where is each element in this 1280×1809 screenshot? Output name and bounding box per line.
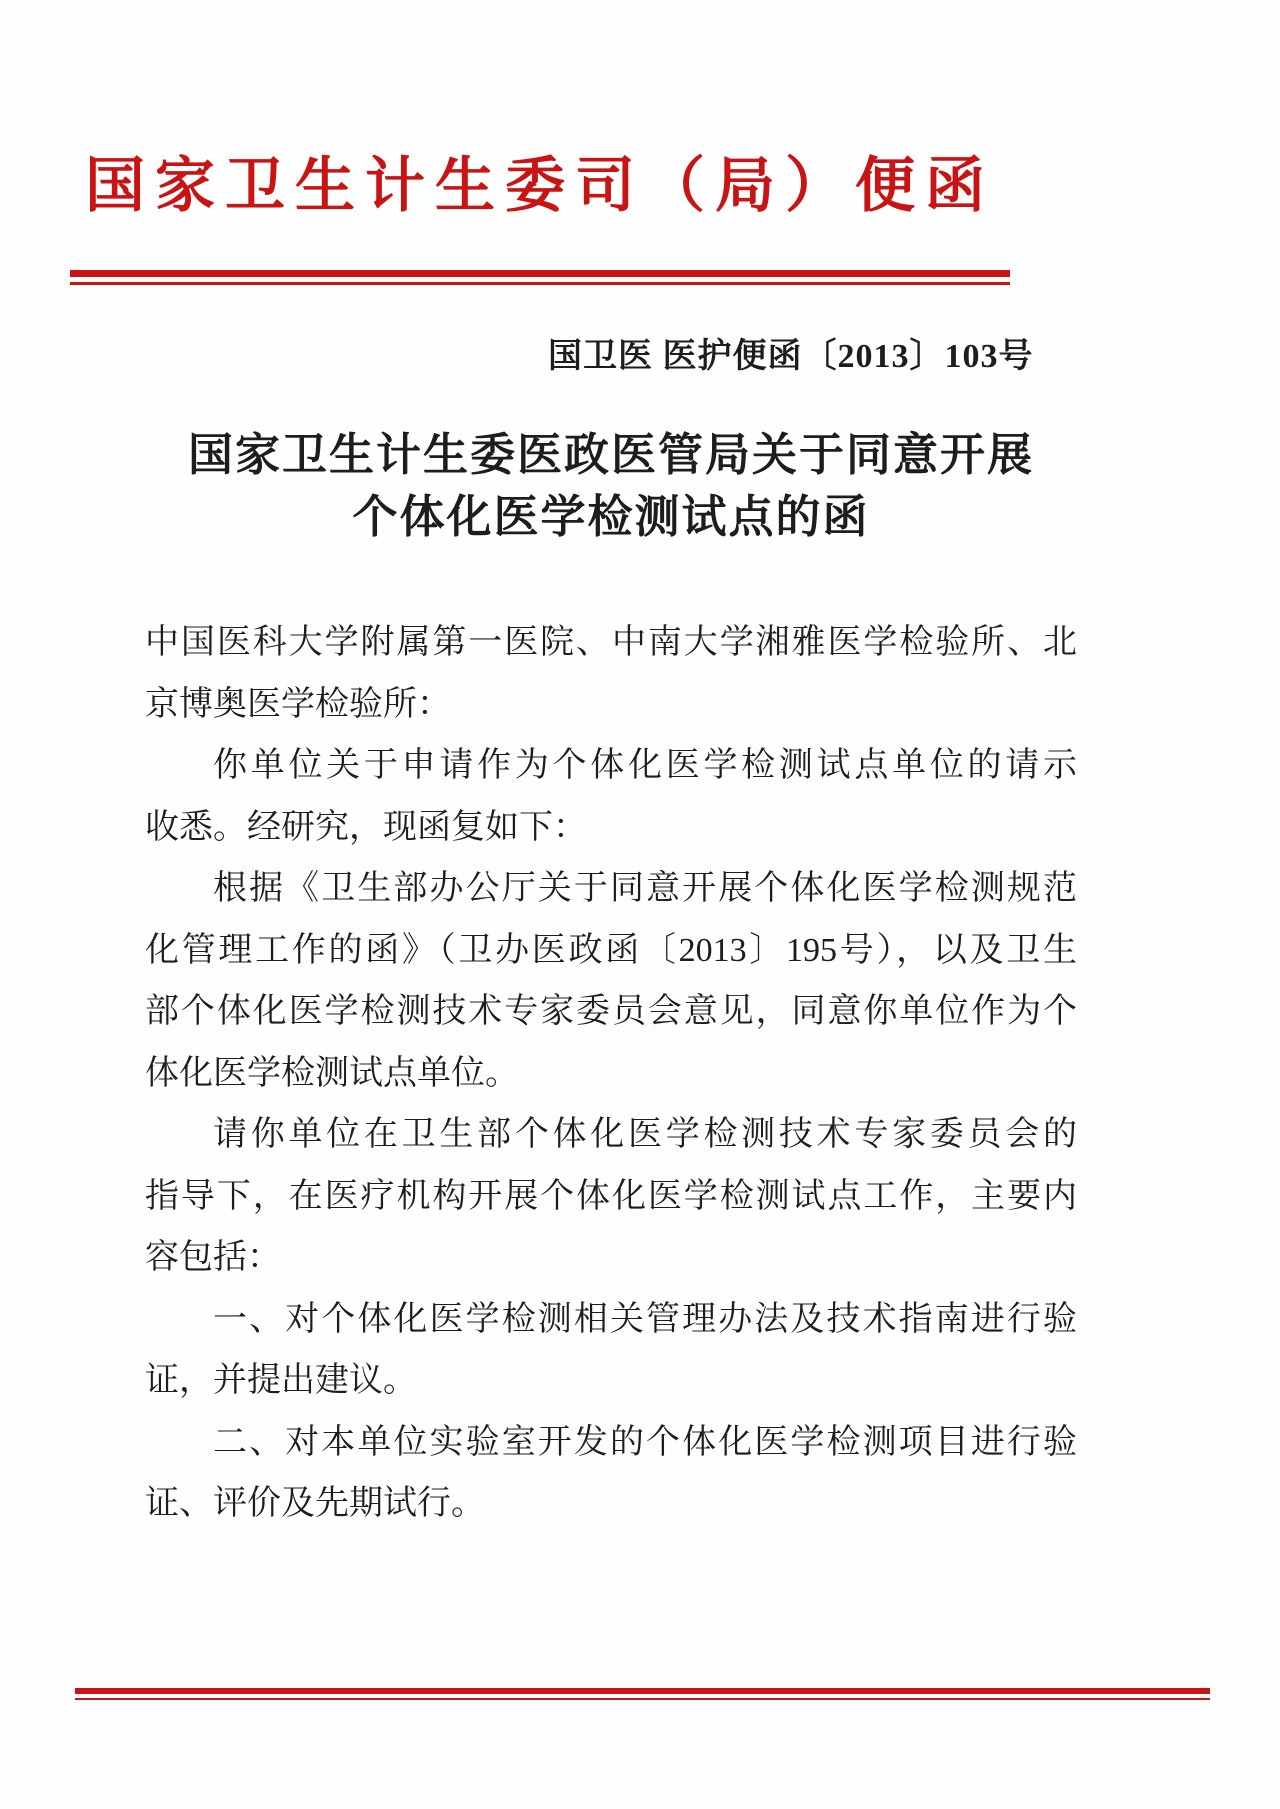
body-line: 证，并提出建议。 bbox=[145, 1362, 417, 1399]
divider-thick-line bbox=[70, 270, 1010, 277]
body-line: 京博奥医学检验所： bbox=[145, 685, 451, 723]
footer-divider-thick-line bbox=[75, 1688, 1210, 1694]
body-line: 部个体化医学检测技术专家委员会意见，同意你单位作为个 bbox=[145, 993, 1077, 1030]
body-line: 指导下，在医疗机构开展个体化医学检测试点工作，主要内 bbox=[145, 1177, 1077, 1215]
body-line: 请你单位在卫生部个体化医学检测技术专家委员会的 bbox=[213, 1116, 1077, 1153]
letterhead-divider bbox=[70, 270, 1010, 285]
body-line: 体化医学检测试点单位。 bbox=[145, 1054, 519, 1092]
footer-divider-thin-line bbox=[75, 1698, 1210, 1700]
footer-divider bbox=[75, 1688, 1210, 1700]
document-reference-number: 国卫医 医护便函〔2013〕103号 bbox=[548, 338, 1034, 375]
divider-thin-line bbox=[70, 282, 1010, 285]
body-line: 容包括： bbox=[145, 1239, 281, 1276]
letterhead-title: 国家卫生计生委司（局）便函 bbox=[85, 153, 995, 219]
body-line: 中国医科大学附属第一医院、中南大学湘雅医学检验所、北 bbox=[145, 624, 1077, 661]
body-line: 你单位关于申请作为个体化医学检测试点单位的请示 bbox=[213, 747, 1077, 784]
document-title-line1: 国家卫生计生委医政医管局关于同意开展 bbox=[187, 430, 1034, 480]
document-body bbox=[145, 612, 1077, 1535]
body-line: 二、对本单位实验室开发的个体化医学检测项目进行验 bbox=[213, 1423, 1077, 1461]
body-line: 一、对个体化医学检测相关管理办法及技术指南进行验 bbox=[213, 1300, 1077, 1338]
body-line: 化管理工作的函》（卫办医政函〔2013〕195号），以及卫生 bbox=[145, 931, 1077, 969]
document-title bbox=[145, 424, 1077, 548]
body-line: 根据《卫生部办公厅关于同意开展个体化医学检测规范 bbox=[213, 870, 1077, 907]
body-line: 证、评价及先期试行。 bbox=[145, 1485, 485, 1522]
document-title-line2: 个体化医学检测试点的函 bbox=[352, 492, 870, 542]
body-line: 收悉。经研究，现函复如下： bbox=[145, 808, 587, 846]
